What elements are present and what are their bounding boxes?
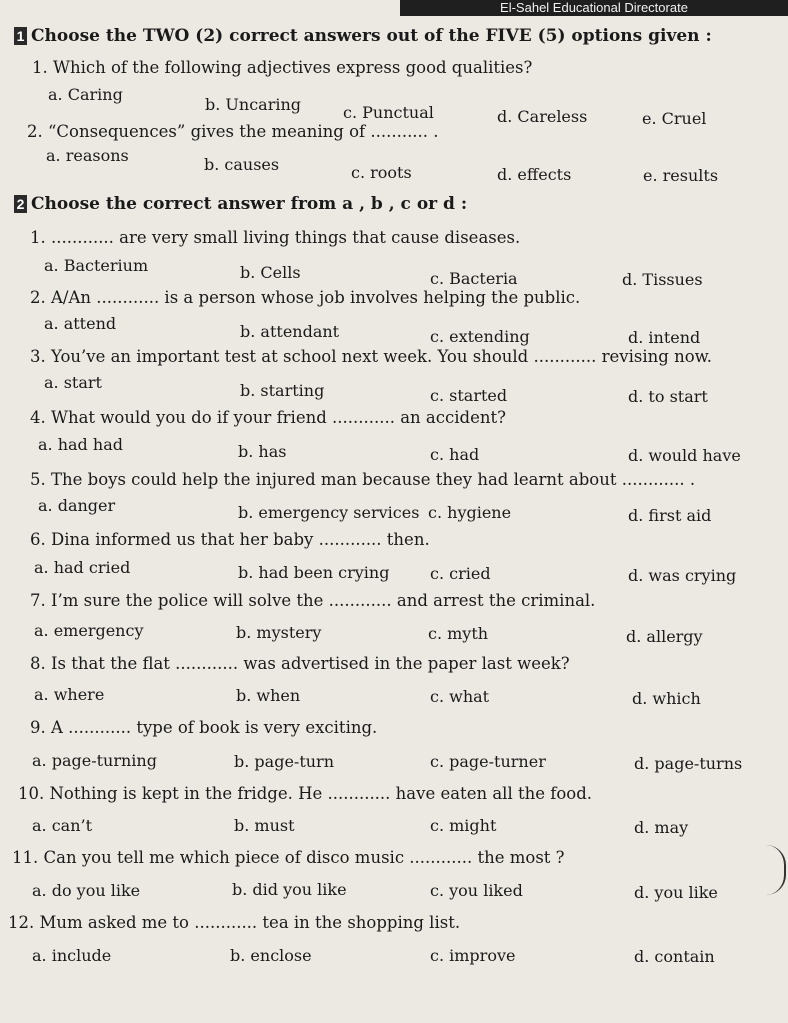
- s2-q2-option-d[interactable]: d. intend: [628, 328, 701, 347]
- s2-q12-option-c[interactable]: c. improve: [430, 946, 516, 965]
- s2-q8-option-d[interactable]: d. which: [632, 689, 701, 708]
- s2-question-7: 7. I’m sure the police will solve the ............ and arrest the criminal.: [30, 591, 596, 610]
- s2-q4-option-d[interactable]: d. would have: [628, 446, 741, 465]
- s2-q10-option-c[interactable]: c. might: [430, 816, 497, 835]
- s1-question-2: 2. “Consequences” gives the meaning of ........... .: [27, 122, 439, 141]
- s2-q9-option-a[interactable]: a. page-turning: [32, 751, 157, 770]
- s2-q3-option-c[interactable]: c. started: [430, 386, 508, 405]
- s2-q7-option-c[interactable]: c. myth: [428, 624, 489, 643]
- s2-question-10: 10. Nothing is kept in the fridge. He ............ have eaten all the food.: [18, 784, 593, 803]
- section-1-title: [14, 26, 712, 46]
- s1-q2-option-b[interactable]: b. causes: [204, 155, 280, 174]
- s1-q2-option-a[interactable]: a. reasons: [46, 146, 129, 165]
- s2-q6-option-b[interactable]: b. had been crying: [238, 563, 390, 582]
- s2-q7-option-a[interactable]: a. emergency: [34, 621, 144, 640]
- s2-q4-option-a[interactable]: a. had had: [38, 435, 123, 454]
- s2-q9-option-c[interactable]: c. page-turner: [430, 752, 546, 771]
- s2-q12-option-b[interactable]: b. enclose: [230, 946, 312, 965]
- s2-q12-option-a[interactable]: a. include: [32, 946, 112, 965]
- s2-q10-option-a[interactable]: a. can’t: [32, 816, 93, 835]
- s2-q8-option-a[interactable]: a. where: [34, 685, 105, 704]
- s1-q2-option-d[interactable]: d. effects: [497, 165, 572, 184]
- s2-q9-option-d[interactable]: d. page-turns: [634, 754, 743, 773]
- s2-question-3: 3. You’ve an important test at school next week. You should ............ revising now.: [30, 347, 713, 366]
- s2-q5-option-c[interactable]: c. hygiene: [428, 503, 512, 522]
- s2-q12-option-d[interactable]: d. contain: [634, 947, 715, 966]
- s1-q1-option-d[interactable]: d. Careless: [497, 107, 588, 126]
- s2-question-9: 9. A ............ type of book is very exciting.: [30, 718, 378, 737]
- s2-q2-option-b[interactable]: b. attendant: [240, 322, 340, 341]
- s2-q5-option-d[interactable]: d. first aid: [628, 506, 712, 525]
- s2-question-12: 12. Mum asked me to ............ tea in the shopping list.: [8, 913, 461, 932]
- s2-q9-option-b[interactable]: b. page-turn: [234, 752, 334, 771]
- s2-question-1: 1. ............ are very small living things that cause diseases.: [30, 228, 521, 247]
- s1-q2-option-e[interactable]: e. results: [643, 166, 719, 185]
- s1-q1-option-a[interactable]: a. Caring: [48, 85, 123, 104]
- s2-q10-option-b[interactable]: b. must: [234, 816, 295, 835]
- s2-q1-option-a[interactable]: a. Bacterium: [44, 256, 149, 275]
- s2-q10-option-d[interactable]: d. may: [634, 818, 689, 837]
- s2-q6-option-c[interactable]: c. cried: [430, 564, 491, 583]
- s1-q2-option-c[interactable]: c. roots: [351, 163, 412, 182]
- header-banner: El-Sahel Educational Directorate: [400, 0, 788, 16]
- s2-q5-option-b[interactable]: b. emergency services: [238, 503, 420, 522]
- s2-question-4: 4. What would you do if your friend ............ an accident?: [30, 408, 506, 427]
- section-1-number: 1: [14, 27, 27, 45]
- s2-q2-option-c[interactable]: c. extending: [430, 327, 530, 346]
- s2-q1-option-d[interactable]: d. Tissues: [622, 270, 703, 289]
- s2-question-6: 6. Dina informed us that her baby ............ then.: [30, 530, 430, 549]
- s2-question-8: 8. Is that the flat ............ was advertised in the paper last week?: [30, 654, 570, 673]
- s2-q3-option-a[interactable]: a. start: [44, 373, 102, 392]
- s2-q6-option-a[interactable]: a. had cried: [34, 558, 131, 577]
- s2-q3-option-b[interactable]: b. starting: [240, 381, 325, 400]
- s2-q5-option-a[interactable]: a. danger: [38, 496, 116, 515]
- s2-q8-option-b[interactable]: b. when: [236, 686, 301, 705]
- s1-q1-option-c[interactable]: c. Punctual: [343, 103, 434, 122]
- section-1-instruction: Choose the TWO (2) correct answers out of the FIVE (5) options given :: [31, 26, 712, 46]
- s1-question-1: 1. Which of the following adjectives express good qualities?: [32, 58, 533, 77]
- page-curve-mark: [766, 845, 786, 895]
- s2-question-5: 5. The boys could help the injured man because they had learnt about ............ .: [30, 470, 696, 489]
- section-2-number: 2: [14, 195, 27, 213]
- s2-q8-option-c[interactable]: c. what: [430, 687, 490, 706]
- s1-q1-option-e[interactable]: e. Cruel: [642, 109, 707, 128]
- s2-q4-option-c[interactable]: c. had: [430, 445, 480, 464]
- s2-q1-option-c[interactable]: c. Bacteria: [430, 269, 518, 288]
- s2-q2-option-a[interactable]: a. attend: [44, 314, 117, 333]
- s2-q1-option-b[interactable]: b. Cells: [240, 263, 301, 282]
- s2-q3-option-d[interactable]: d. to start: [628, 387, 708, 406]
- s2-q7-option-d[interactable]: d. allergy: [626, 627, 703, 646]
- s2-q7-option-b[interactable]: b. mystery: [236, 623, 322, 642]
- s2-q11-option-c[interactable]: c. you liked: [430, 881, 523, 900]
- s2-q4-option-b[interactable]: b. has: [238, 442, 287, 461]
- section-2-title: [14, 194, 467, 214]
- s2-q11-option-b[interactable]: b. did you like: [232, 880, 347, 899]
- s2-question-2: 2. A/An ............ is a person whose job involves helping the public.: [30, 288, 581, 307]
- s2-question-11: 11. Can you tell me which piece of disco music ............ the most ?: [12, 848, 565, 867]
- s2-q6-option-d[interactable]: d. was crying: [628, 566, 737, 585]
- s1-q1-option-b[interactable]: b. Uncaring: [205, 95, 302, 114]
- s2-q11-option-d[interactable]: d. you like: [634, 883, 718, 902]
- s2-q11-option-a[interactable]: a. do you like: [32, 881, 141, 900]
- section-2-instruction: Choose the correct answer from a , b , c or d :: [31, 194, 468, 214]
